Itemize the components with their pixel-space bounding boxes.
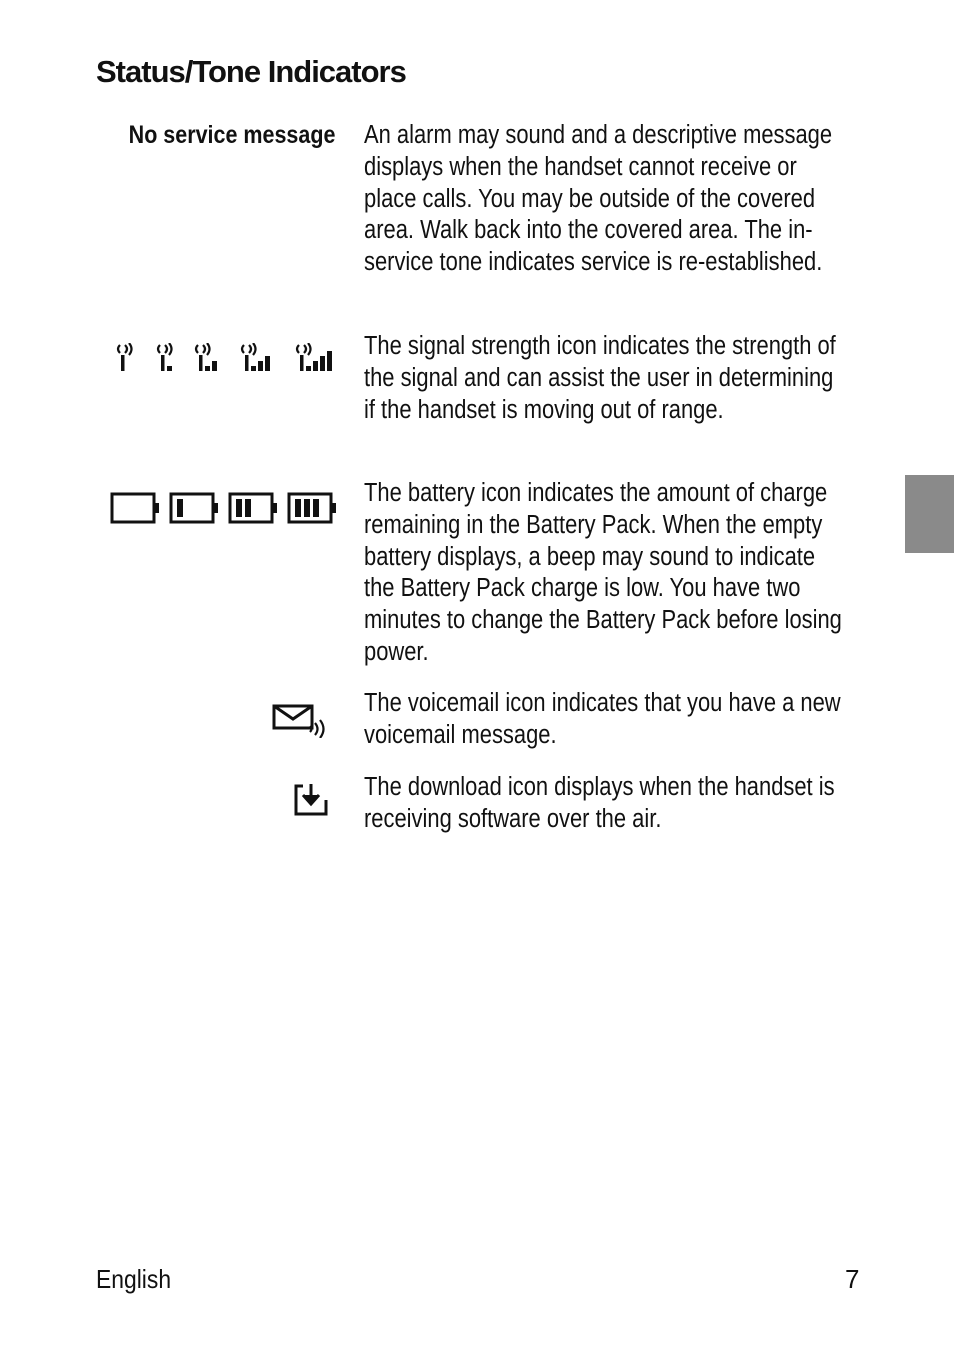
signal-level-0-icon xyxy=(118,343,132,371)
page-title: Status/Tone Indicators xyxy=(96,54,406,89)
voicemail-description: The voicemail icon indicates that you have a new voicemail message. xyxy=(364,689,841,749)
battery-two-bars-icon xyxy=(230,494,277,522)
download-description: The download icon displays when the handset is receiving software over the air. xyxy=(364,773,835,833)
battery-icons xyxy=(110,492,340,526)
signal-level-1-icon xyxy=(158,343,172,371)
no-service-description: An alarm may sound and a descriptive message displays when the handset cannot receive or place calls. You may be outside of the covered area. Walk back into the covered area. The in-service tone indicates service is re-established. xyxy=(364,121,833,277)
download-icon xyxy=(293,782,329,818)
signal-strength-icons xyxy=(112,343,344,375)
signal-level-3-icon xyxy=(242,343,270,371)
signal-level-4-icon xyxy=(297,343,332,371)
footer-language: English xyxy=(96,1264,172,1294)
no-service-label: No service message xyxy=(128,121,335,149)
signal-level-2-icon xyxy=(196,343,217,371)
signal-strength-description: The signal strength icon indicates the strength of the signal and can assist the user in determining if the handset is moving out of range. xyxy=(364,332,836,424)
battery-description: The battery icon indicates the amount of charge remaining in the Battery Pack. When the empty battery displays, a beep may sound to indicate the Battery Pack charge is low. You have two minutes to change the Battery Pack before losing power. xyxy=(364,479,842,666)
chapter-side-tab xyxy=(905,475,954,553)
page-number: 7 xyxy=(845,1264,860,1294)
voicemail-icon xyxy=(272,704,328,738)
battery-empty-icon xyxy=(112,494,159,522)
battery-three-bars-icon xyxy=(289,494,336,522)
battery-one-bar-icon xyxy=(171,494,218,522)
